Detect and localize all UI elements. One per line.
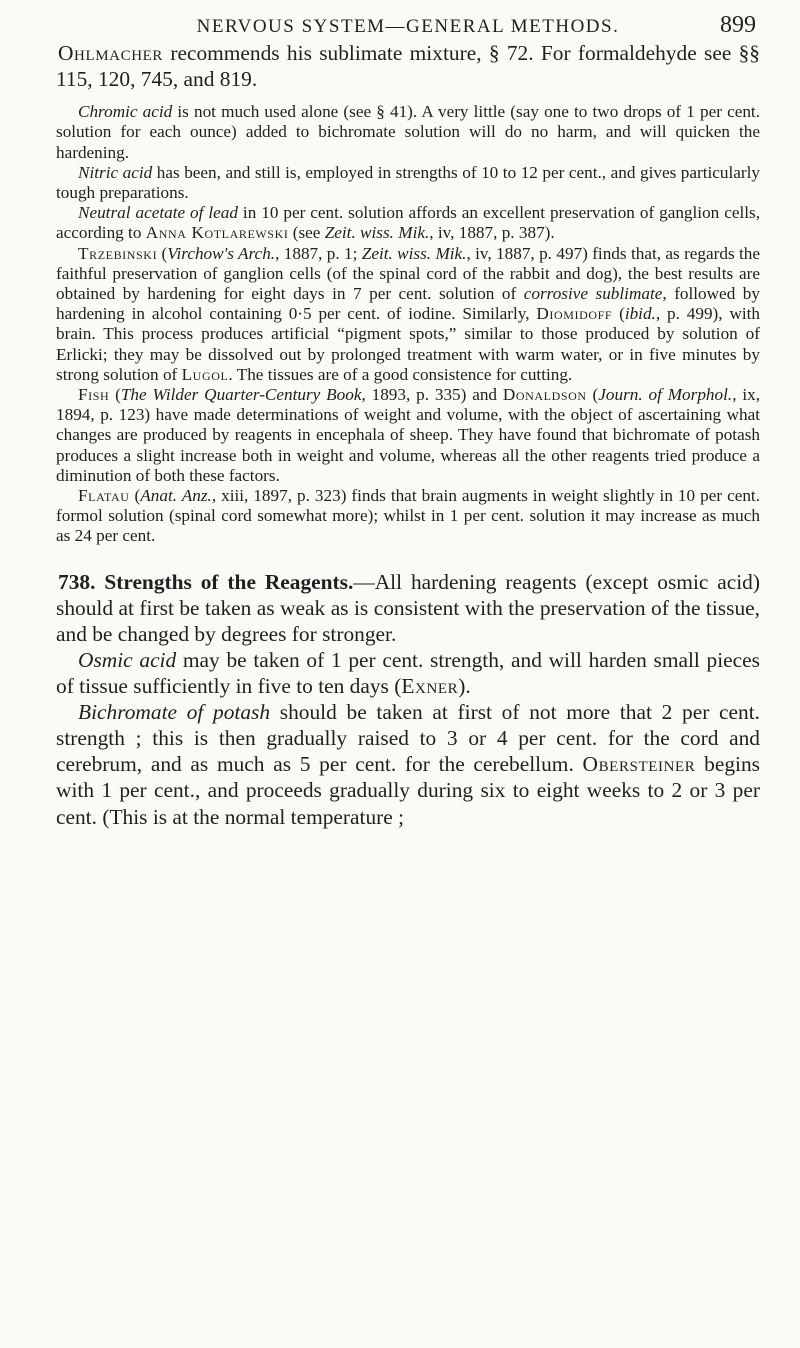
reagent-name: Chromic acid (78, 102, 173, 122)
author-name: Trzebinski (78, 243, 158, 263)
author-name: Diomidoff (536, 304, 613, 324)
author-name: Lugol (181, 364, 229, 384)
reagent-name: Bichromate of potash (78, 700, 271, 725)
paragraph-chromic-acid (56, 102, 760, 163)
journal-name: Zeit. wiss. Mik. (361, 243, 467, 263)
paragraph-nitric-acid (56, 163, 760, 203)
paragraph-trzebinski: Trzebinski (Virchow's Arch., 1887, p. 1; Zeit. wiss. Mik., iv, 1887, p. 497) finds that, as regards the faithful preservation of ganglion cells (of the spinal cord of the rabbit and dog), the best results are obtained by hardening for eight days in 7 per cent. solution of corrosive sublimate, followed by hardening in alcohol containing 0·5 per cent. of iodine. Similarly, Diomidoff (ibid., p. 499), with brain. This process produces artificial “pigment spots,” similar to those produced by solution of Erlicki; they may be dissolved out by prolonged treatment with warm water, or in five minutes by strong solution of Lugol. The tissues are of a good consistence for cutting. (56, 243, 761, 384)
page-number: 899 (720, 12, 756, 38)
journal-name: Virchow's Arch. (167, 243, 276, 263)
author-name: Exner (401, 674, 459, 699)
section-738 (56, 569, 760, 647)
journal-name: Zeit. wiss. Mik. (324, 223, 430, 243)
author-name: Ohlmacher (58, 41, 164, 65)
paragraph-ohlmacher (56, 40, 760, 92)
paragraph-text: —All hardening reagents (except osmic acid) should at first be taken as weak as is consistent with the preservation of the tissue, and be changed by degrees for stronger. (56, 569, 760, 646)
author-name: Obersteiner (582, 752, 696, 777)
paragraph-lead-acetate: Neutral acetate of lead in 10 per cent. solution affords an excellent preservation of ganglion cells, according to Anna Kotlarewski (see Zeit. wiss. Mik., iv, 1887, p. 387). (56, 203, 761, 243)
author-name: Fish (78, 385, 110, 405)
journal-name: Journ. of Morphol. (598, 385, 733, 405)
reagent-name: Osmic acid (78, 647, 177, 672)
reagent-name: Neutral acetate of lead (78, 203, 238, 223)
journal-name: The Wilder Quarter-Century Book (120, 385, 362, 405)
page-header (56, 0, 760, 40)
journal-name: Anat. Anz. (140, 486, 212, 506)
paragraph-text: is not much used alone (see § 41). A very little (say one to two drops of 1 per cent. solution for each ounce) added to bichromate solution will do no harm, and will quicken the hardening. (56, 102, 760, 162)
paragraph-text: in 10 per cent. solution affords an excellent preservation of ganglion cells, according to (56, 203, 761, 243)
section-title: Strengths of the Reagents. (104, 569, 354, 594)
paragraph-bichromate: Bichromate of potash should be taken at first of not more that 2 per cent. strength ; this is then gradually raised to 3 or 4 per cent. for the cord and cerebrum, and as much as 5 per cent. for the cerebellum. Obersteiner begins with 1 per cent., and proceeds gradually during six to eight weeks to 2 or 3 per cent. (This is at the normal temperature ; (56, 700, 760, 829)
paragraph-osmic-acid: Osmic acid may be taken of 1 per cent. strength, and will harden small pieces of tissue sufficiently in five to ten days (Exner). (56, 647, 760, 699)
running-title: NERVOUS SYSTEM—GENERAL METHODS. (196, 16, 620, 37)
author-name: Anna Kotlarewski (145, 223, 289, 243)
author-name: Donaldson (502, 385, 587, 405)
paragraph-text: recommends his sublimate mixture, § 72. For formaldehyde see §§ 115, 120, 745, and 819. (56, 41, 760, 92)
paragraph-flatau: Flatau (Anat. Anz., xiii, 1897, p. 323) finds that brain augments in weight slightly in 10 per cent. formol solution (spinal cord somewhat more); whilst in 1 per cent. solution it may increase as much as 24 per cent. (56, 486, 760, 546)
paragraph-fish-donaldson: Fish (The Wilder Quarter-Century Book, 1893, p. 335) and Donaldson (Journ. of Morphol., ix, 1894, p. 123) have made determinations of weight and volume, with the object of ascertaining what changes are produced by reagents in encephala of sheep. They have found that bichromate of potash produces a slight increase both in weight and volume, whereas all the other reagents tried produce a diminution of both these factors. (56, 385, 760, 485)
paragraph-text: has been, and still is, employed in strengths of 10 to 12 per cent., and gives particularly tough preparations. (56, 162, 761, 202)
author-name: Flatau (78, 486, 130, 506)
section-number: 738. (58, 569, 96, 594)
reagent-name: corrosive sublimate (523, 284, 663, 304)
reagent-name: Nitric acid (78, 162, 153, 182)
